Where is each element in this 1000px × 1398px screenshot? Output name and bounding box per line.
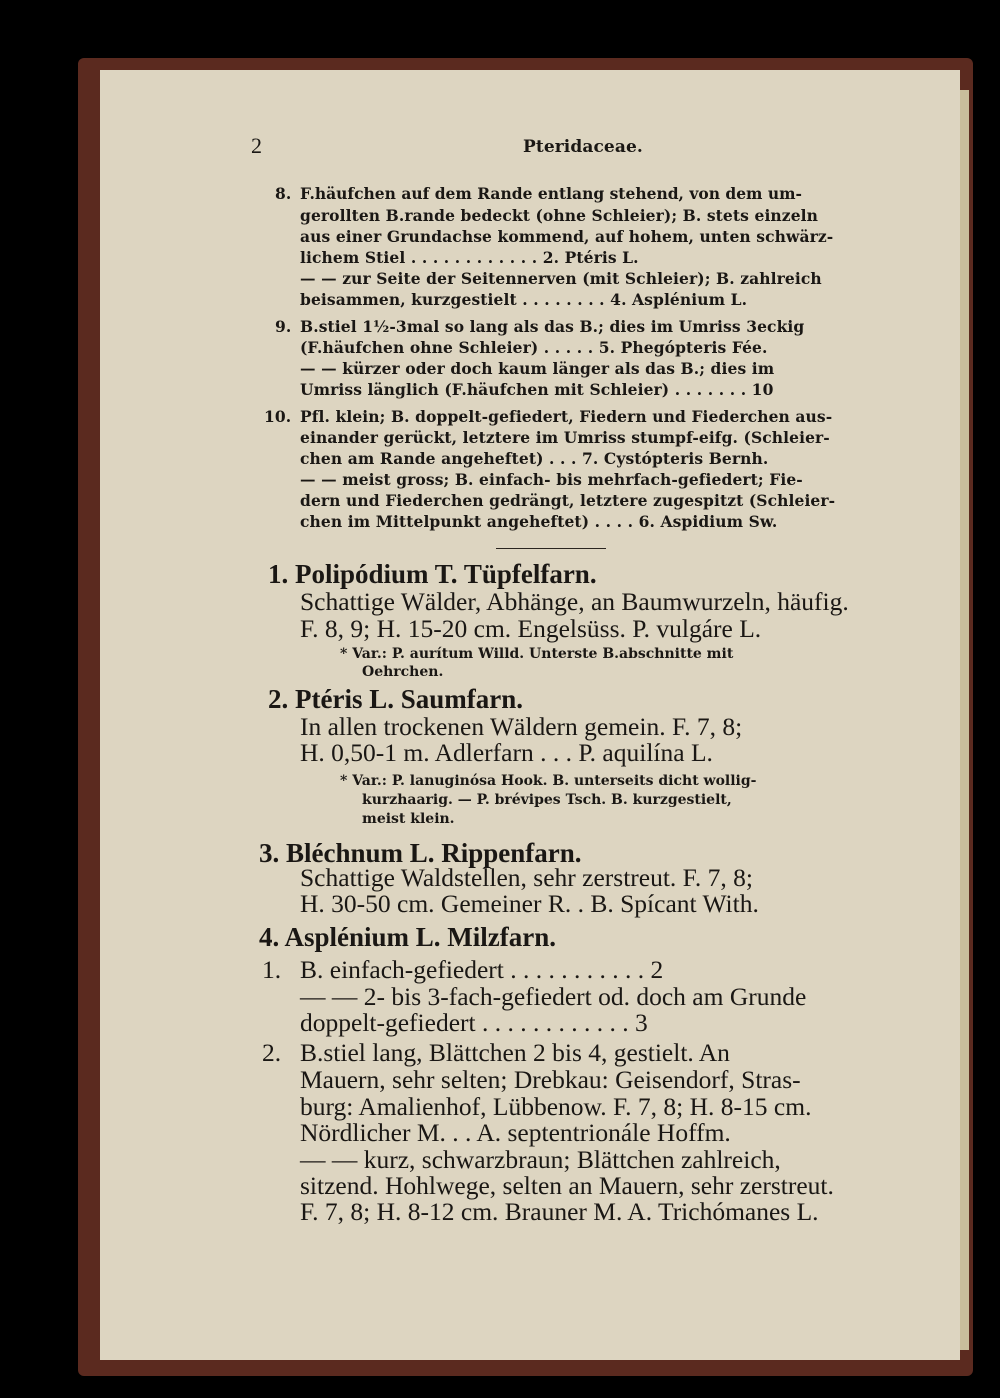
genus-text: H. 30-50 cm. Gemeiner R. . B. Spícant With. [300,889,759,918]
running-title: Pteridaceae. [523,137,643,157]
key-line: — — kürzer oder doch kaum länger als das B.; dies im [300,359,775,378]
key-number: 10. [264,407,292,426]
genus-text: — — kurz, schwarzbraun; Blättchen zahlreich, [300,1145,781,1174]
genus-heading: 4. Asplénium L. Milzfarn. [259,922,557,952]
genus-heading: 3. Bléchnum L. Rippenfarn. [259,838,582,868]
genus-text: Schattige Wälder, Abhänge, an Baumwurzeln, häufig. [300,587,849,616]
key-line: aus einer Grundachse kommend, auf hohem, unten schwärz- [300,227,834,246]
key-line: dern und Fiederchen gedrängt, letztere zugespitzt (Schleier- [300,491,836,510]
genus-text: In allen trockenen Wäldern gemein. F. 7, 8; [300,712,743,741]
key-line: einander gerückt, letztere im Umriss stumpf-eifg. (Schleier- [300,428,830,447]
key-line: B.stiel 1½-3mal so lang als das B.; dies im Umriss 3eckig [300,317,805,336]
key-line: (F.häufchen ohne Schleier) . . . . . 5. Phegópteris Fée. [300,338,768,357]
page-number: 2 [251,133,262,158]
genus-text: Schattige Waldstellen, sehr zerstreut. F. 7, 8; [300,863,753,892]
variety-note: * Var.: P. aurítum Willd. Unterste B.abschnitte mit [340,646,734,662]
key-number: 2. [262,1038,282,1067]
genus-text: F. 8, 9; H. 15-20 cm. Engelsüss. P. vulgáre L. [300,614,762,643]
genus-text: Mauern, sehr selten; Drebkau: Geisendorf, Stras- [300,1065,801,1094]
genus-heading: 2. Ptéris L. Saumfarn. [268,684,523,714]
key-number: 1. [262,955,282,984]
key-line: F.häufchen auf dem Rande entlang stehend, von dem um- [300,184,802,203]
genus-text: B.stiel lang, Blättchen 2 bis 4, gestielt. An [300,1038,730,1067]
genus-text: — — 2- bis 3-fach-gefiedert od. doch am Grunde [300,982,807,1011]
key-line: — — zur Seite der Seitennerven (mit Schleier); B. zahlreich [300,269,822,288]
genus-text: B. einfach-gefiedert . . . . . . . . . . . 2 [300,955,664,984]
genus-text: doppelt-gefiedert . . . . . . . . . . . . 3 [300,1008,648,1037]
genus-text: Nördlicher M. . . A. septentrionále Hoffm. [300,1118,731,1147]
key-line: lichem Stiel . . . . . . . . . . . . 2. Ptéris L. [300,248,639,267]
genus-heading: 1. Polipódium T. Tüpfelfarn. [268,559,597,589]
key-line: — — meist gross; B. einfach- bis mehrfach-gefiedert; Fie- [300,470,803,489]
genus-text: burg: Amalienhof, Lübbenow. F. 7, 8; H. 8-15 cm. [300,1092,812,1121]
key-number: 8. [275,184,292,203]
key-line: gerollten B.rande bedeckt (ohne Schleier); B. stets einzeln [300,206,819,225]
key-line: chen im Mittelpunkt angeheftet) . . . . 6. Aspidium Sw. [300,512,778,531]
genus-text: F. 7, 8; H. 8-12 cm. Brauner M. A. Trichómanes L. [300,1197,819,1226]
separator-rule [496,548,606,549]
key-line: beisammen, kurzgestielt . . . . . . . . 4. Asplénium L. [300,290,748,309]
variety-note: Oehrchen. [362,664,444,680]
key-line: Umriss länglich (F.häufchen mit Schleier) . . . . . . . 10 [300,380,774,399]
genus-text: H. 0,50-1 m. Adlerfarn . . . P. aquilína L. [300,738,713,767]
genus-text: sitzend. Hohlwege, selten an Mauern, sehr zerstreut. [300,1171,834,1200]
variety-note: * Var.: P. lanuginósa Hook. B. unterseits dicht wollig- [340,773,757,789]
key-line: chen am Rande angeheftet) . . . 7. Cystópteris Bernh. [300,449,769,468]
variety-note: kurzhaarig. — P. brévipes Tsch. B. kurzgestielt, [362,792,732,808]
key-line: Pfl. klein; B. doppelt-gefiedert, Fiedern und Fiederchen aus- [300,407,833,426]
variety-note: meist klein. [362,811,455,827]
key-number: 9. [275,317,292,336]
